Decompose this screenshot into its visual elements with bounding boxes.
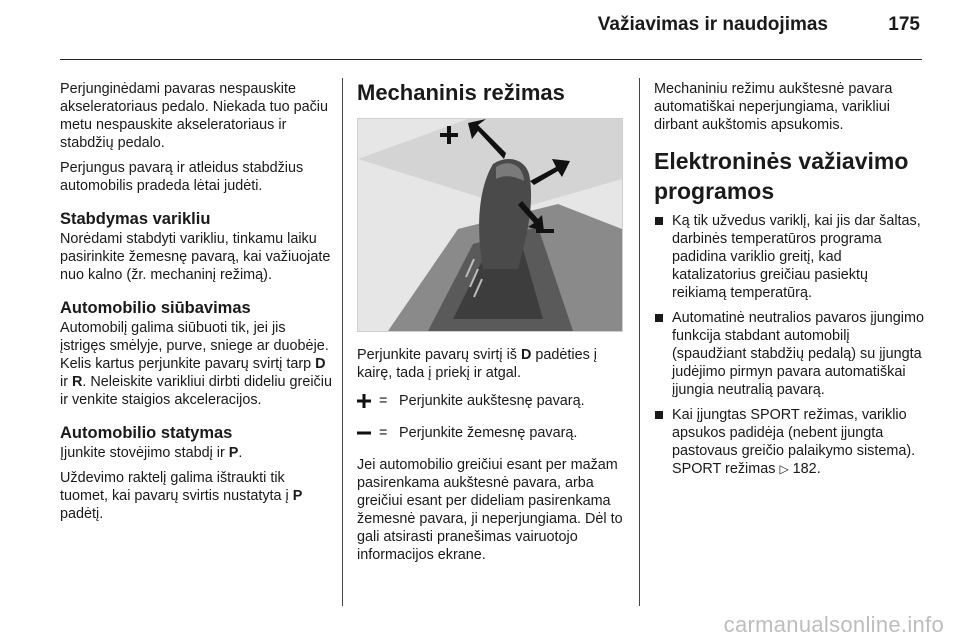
legend-equals: = [379, 425, 388, 441]
list-item: Automatinė neutralios pavaros įjungimo funkcija stabdant automobilį (spaudžiant stabdžių pedalą) su įjungta judėjimo pirmyn pavara automatiškai įjungia neutralią pavarą. [654, 309, 926, 399]
square-bullet-icon [655, 314, 663, 322]
legend-downshift-text: Perjunkite žemesnę pavarą. [399, 425, 578, 441]
paragraph-rocking: Automobilį galima siūbuoti tik, jei jis įstrigęs smėlyje, purve, sniege ar duobėje. Kelis kartus perjunkite pavarų svirtį tarp D ir R. Neleiskite varikliui dirbti dideliu greičiu ir venkite staigios akceleracijos. [60, 320, 332, 408]
paragraph-key-removal: Uždevimo raktelį galima ištraukti tik tuomet, kai pavarų svirtis nustatyta į P padėtį. [60, 470, 303, 522]
paragraph-shift-limits: Jei automobilio greičiui esant per mažam pasirenkama aukštesnė pavara, arba greičiui esant per dideliam pasirenkama žemesnė pavara, ji neperjungiama. Dėl to gali atsirasti pranešimas vairuotojo informacijos ekrane. [357, 457, 623, 563]
legend-equals: = [379, 393, 388, 409]
plus-icon [357, 394, 379, 408]
list-item: Kai įjungtas SPORT režimas, variklio apsukos padidėja (nebent įjungta pastovaus greičio palaikymo sistema). SPORT režimas ▷ 182. [654, 406, 926, 478]
heading-electronic-programs: Elektroninės važiavimo programos [654, 148, 909, 204]
legend-downshift [357, 424, 625, 442]
column-3 [654, 80, 926, 485]
heading-engine-braking: Stabdymas varikliu [60, 210, 211, 228]
paragraph-engine-braking: Norėdami stabdyti varikliu, tinkamu laiku pasirinkite žemesnę pavarą, kai važiuojate nuo kalno (žr. mechaninį režimą). [60, 231, 331, 283]
gear-lever-drawing [358, 119, 622, 331]
page-number: 175 [888, 14, 920, 35]
gear-lever-illustration [357, 118, 623, 332]
programs-list [654, 212, 926, 478]
column-divider-2 [639, 78, 640, 606]
list-item: Ką tik užvedus variklį, kai jis dar šaltas, darbinės temperatūros programa padidina variklio greitį, kad katalizatorius greičiau pasiektų reikiamą temperatūrą. [654, 212, 926, 302]
paragraph-parking: Įjunkite stovėjimo stabdį ir P. [60, 445, 243, 461]
legend-upshift-text: Perjunkite aukštesnę pavarą. [399, 393, 585, 409]
page-reference[interactable]: 182 [792, 461, 817, 477]
square-bullet-icon [655, 217, 663, 225]
page-ref-arrow-icon: ▷ [779, 462, 789, 476]
header-rule [60, 59, 922, 60]
paragraph-no-auto-upshift: Mechaniniu režimu aukštesnė pavara automatiškai neperjungiama, varikliui dirbant aukštomis apsukomis. [654, 81, 893, 133]
paragraph-shifting: Perjunginėdami pavaras nespauskite akseleratoriaus pedalo. Niekada tuo pačiu metu nespauskite akseleratoriaus ir stabdžių pedalo. [60, 81, 328, 151]
column-1 [60, 80, 332, 530]
heading-parking: Automobilio statymas [60, 424, 233, 442]
minus-icon [357, 426, 379, 440]
paragraph-lever-move: Perjunkite pavarų svirtį iš D padėties į kairę, tada į priekį ir atgal. [357, 347, 597, 381]
paragraph-creep: Perjungus pavarą ir atleidus stabdžius automobilis pradeda lėtai judėti. [60, 160, 304, 194]
legend-upshift [357, 392, 625, 410]
running-header-title: Važiavimas ir naudojimas [597, 14, 828, 35]
square-bullet-icon [655, 411, 663, 419]
column-2 [357, 80, 625, 571]
heading-manual-mode: Mechaninis režimas [357, 80, 565, 105]
heading-rocking: Automobilio siūbavimas [60, 299, 251, 317]
watermark: carmanualsonline.info [723, 612, 944, 637]
column-divider-1 [342, 78, 343, 606]
